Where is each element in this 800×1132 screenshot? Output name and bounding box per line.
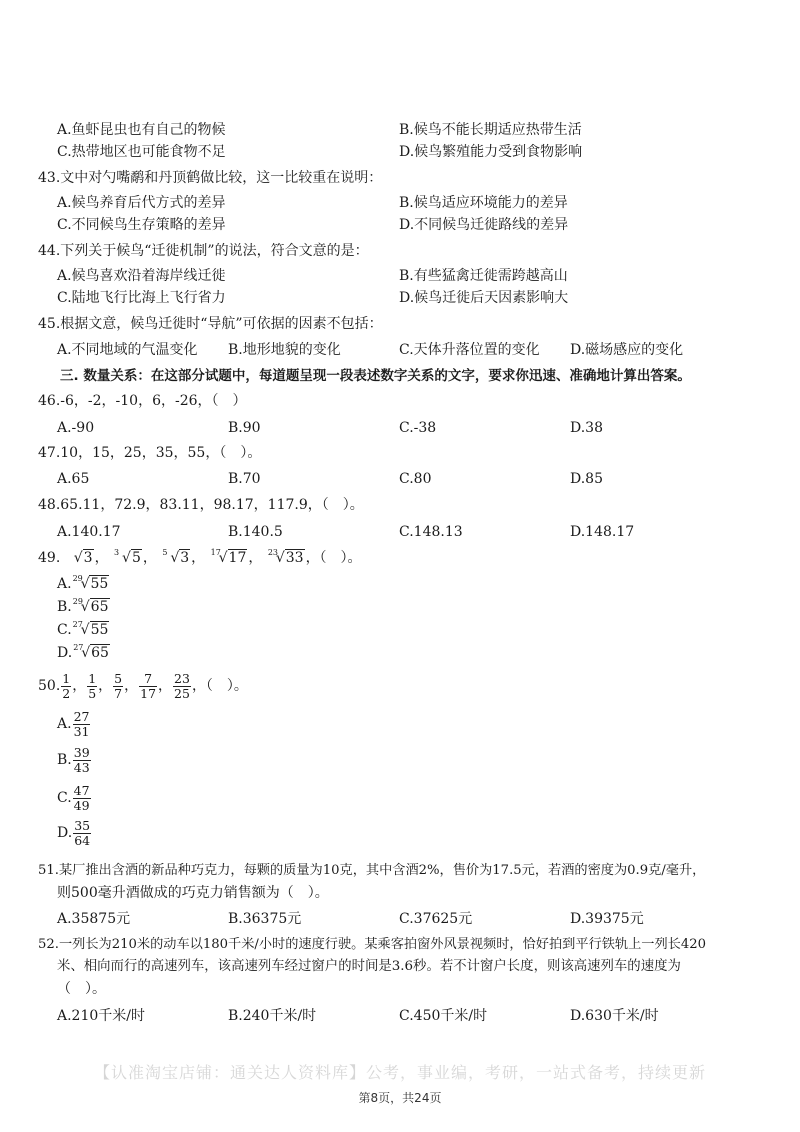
q42-option-a: A.鱼虾昆虫也有自己的物候 xyxy=(57,122,226,138)
q49-term-5: 23 √33 xyxy=(268,548,305,568)
root-index: 29 xyxy=(72,574,83,583)
q44-option-b: B.有些猛禽迁徙需跨越高山 xyxy=(399,268,568,284)
q50-term-1 xyxy=(61,672,71,701)
radicand: 33 xyxy=(285,550,304,566)
q47-option-c: C.80 xyxy=(399,471,432,487)
q43-option-a: A.候鸟养育后代方式的差异 xyxy=(57,195,226,211)
q47-option-b: B.70 xyxy=(228,471,261,487)
numerator: 7 xyxy=(144,670,153,686)
q51-option-d: D.39375元 xyxy=(570,911,644,927)
q49-tail: ，（ ）。 xyxy=(305,550,362,566)
q47-option-d: D.85 xyxy=(570,471,603,487)
q48-option-a: A.140.17 xyxy=(57,524,121,540)
page-number: 第8页，共24页 xyxy=(358,1091,442,1105)
q49-stem: 49. √3 ， 3 √5 ， 5 √3 ， 17 √17 ， 23 √33 ，（ ）。 xyxy=(38,548,362,568)
q50-term-2 xyxy=(87,672,97,701)
q47-stem: 47.10，15，25，35，55，（ ）。 xyxy=(38,445,262,461)
root-index: 3 xyxy=(114,548,120,557)
q50-term-5 xyxy=(173,672,191,701)
numerator: 1 xyxy=(88,670,97,686)
option-label: D. xyxy=(57,645,73,661)
denominator: 17 xyxy=(140,685,157,701)
radicand: 3 xyxy=(83,550,93,566)
q45-option-b: B.地形地貌的变化 xyxy=(228,342,341,358)
root-index: 5 xyxy=(162,548,168,557)
numerator: 27 xyxy=(73,708,90,724)
radicand: 3 xyxy=(180,550,190,566)
numerator: 1 xyxy=(62,670,71,686)
q48-option-d: D.148.17 xyxy=(570,524,635,540)
q42-option-c: C.热带地区也可能食物不足 xyxy=(57,144,226,160)
radicand: 17 xyxy=(228,550,247,566)
q48-stem: 48.65.11，72.9，83.11，98.17，117.9，（ ）。 xyxy=(38,497,364,513)
q50-option-c xyxy=(57,783,92,813)
option-label: A. xyxy=(57,576,72,592)
q52-option-d: D.630千米/时 xyxy=(570,1008,659,1024)
denominator: 25 xyxy=(174,685,190,701)
numerator: 23 xyxy=(174,670,190,686)
q50-tail: ，（ ）。 xyxy=(191,678,248,694)
q42-option-b: B.候鸟不能长期适应热带生活 xyxy=(399,122,582,138)
root-index: 27 xyxy=(73,643,84,652)
q44-option-a: A.候鸟喜欢沿着海岸线迁徙 xyxy=(57,268,226,284)
q44-option-c: C.陆地飞行比海上飞行省力 xyxy=(57,290,226,306)
q50-option-d xyxy=(57,818,92,848)
q52-stem-line-1: 52.一列长为210米的动车以180千米/小时的速度行驶。某乘客拍窗外风景视频时，恰好拍到平行铁轨上一列长420 xyxy=(38,937,706,952)
root-index: 23 xyxy=(267,548,278,557)
q50-stem: 50. $\frac{1}{2}$ ， $\frac{1}{5}$ ， $\frac{5}{7}$ ， $\frac{7}{17}$ ， $\frac{23}{25}$ ，（ ）。 xyxy=(38,670,248,701)
root-index: 29 xyxy=(72,597,83,606)
section-heading: 三. 数量关系：在这部分试题中，每道题呈现一段表述数字关系的文字，要求你迅速、准确地计算出答案。 xyxy=(60,368,691,384)
q46-option-c: C.-38 xyxy=(399,420,437,436)
radicand: 55 xyxy=(90,576,109,592)
option-label: C. xyxy=(57,622,72,638)
q42-option-d: D.候鸟繁殖能力受到食物影响 xyxy=(399,144,583,160)
denominator: 64 xyxy=(74,832,91,848)
q50-term-4 xyxy=(139,672,157,701)
q45-stem: 45.根据文意，候鸟迁徙时“导航”可依据的因素不包括： xyxy=(38,316,383,332)
q49-term-3: 5 √3 xyxy=(162,548,190,568)
radicand: 65 xyxy=(91,645,109,661)
q52-option-b: B.240千米/时 xyxy=(228,1008,317,1024)
q49-option-c: C. 27 √55 xyxy=(57,621,110,639)
q46-option-b: B.90 xyxy=(228,420,261,436)
q49-number: 49. xyxy=(38,550,61,566)
radicand: 5 xyxy=(131,550,141,566)
root-index: 27 xyxy=(72,620,83,629)
q49-option-a: A. 29 √55 xyxy=(57,575,110,593)
q51-stem-line-1: 51.某厂推出含酒的新品种巧克力，每颗的质量为10克，其中含酒2%，售价为17.5元，若酒的密度为0.9克/毫升， xyxy=(38,863,706,878)
q50-number: 50. xyxy=(38,678,61,694)
q43-option-b: B.候鸟适应环境能力的差异 xyxy=(399,195,568,211)
q51-stem-line-2: 则500毫升酒做成的巧克力销售额为（ ）。 xyxy=(57,885,329,901)
q45-option-c: C.天体升落位置的变化 xyxy=(399,342,540,358)
q50-option-a xyxy=(57,709,91,739)
q49-term-4: 17 √17 xyxy=(211,548,248,568)
q46-option-a: A.-90 xyxy=(57,420,95,436)
denominator: 5 xyxy=(88,685,97,701)
radicand: 65 xyxy=(90,599,109,615)
denominator: 49 xyxy=(73,797,90,813)
q47-option-a: A.65 xyxy=(57,471,90,487)
option-label: B. xyxy=(57,599,72,615)
numerator: 35 xyxy=(74,817,91,833)
numerator: 5 xyxy=(114,670,123,686)
watermark-text: 【认准淘宝店铺：通关达人资料库】公考，事业编，考研，一站式备考，持续更新 xyxy=(93,1063,706,1082)
q49-option-b: B. 29 √65 xyxy=(57,598,111,616)
q51-option-c: C.37625元 xyxy=(399,911,473,927)
denominator: 43 xyxy=(73,759,90,775)
q43-stem: 43.文中对勺嘴鹬和丹顶鹤做比较，这一比较重在说明： xyxy=(38,170,383,186)
denominator: 2 xyxy=(62,685,71,701)
denominator: 7 xyxy=(114,685,123,701)
option-label: B. xyxy=(57,752,72,768)
q51-option-a: A.35875元 xyxy=(57,911,131,927)
q44-option-d: D.候鸟迁徙后天因素影响大 xyxy=(399,290,569,306)
q52-option-a: A.210千米/时 xyxy=(57,1008,145,1024)
q49-term-1: √3 xyxy=(73,550,93,566)
q44-stem: 44.下列关于候鸟“迁徙机制”的说法，符合文意的是： xyxy=(38,243,369,259)
q48-option-c: C.148.13 xyxy=(399,524,463,540)
option-label: A. xyxy=(57,716,72,732)
denominator: 31 xyxy=(73,723,90,739)
q51-option-b: B.36375元 xyxy=(228,911,302,927)
q49-option-d: D. 27 √65 xyxy=(57,644,111,662)
q50-option-b xyxy=(57,745,92,775)
q43-option-c: C.不同候鸟生存策略的差异 xyxy=(57,217,226,233)
numerator: 47 xyxy=(73,782,90,798)
q46-stem: 46.-6，-2，-10，6，-26，（ ） xyxy=(38,393,247,409)
q45-option-d: D.磁场感应的变化 xyxy=(570,342,684,358)
q43-option-d: D.不同候鸟迁徙路线的差异 xyxy=(399,217,569,233)
q46-option-d: D.38 xyxy=(570,420,603,436)
q52-option-c: C.450千米/时 xyxy=(399,1008,488,1024)
q49-term-2: 3 √5 xyxy=(114,548,142,568)
root-index: 17 xyxy=(210,548,221,557)
q48-option-b: B.140.5 xyxy=(228,524,283,540)
option-label: C. xyxy=(57,790,72,806)
numerator: 39 xyxy=(73,744,90,760)
radicand: 55 xyxy=(90,622,109,638)
option-label: D. xyxy=(57,825,73,841)
q50-term-3 xyxy=(113,672,123,701)
q45-option-a: A.不同地域的气温变化 xyxy=(57,342,198,358)
q52-stem-line-2: 米、相向而行的高速列车，该高速列车经过窗户的时间是3.6秒。若不计窗户长度，则该高速列车的速度为 xyxy=(57,959,681,974)
q52-stem-line-3: （ ）。 xyxy=(57,981,106,997)
